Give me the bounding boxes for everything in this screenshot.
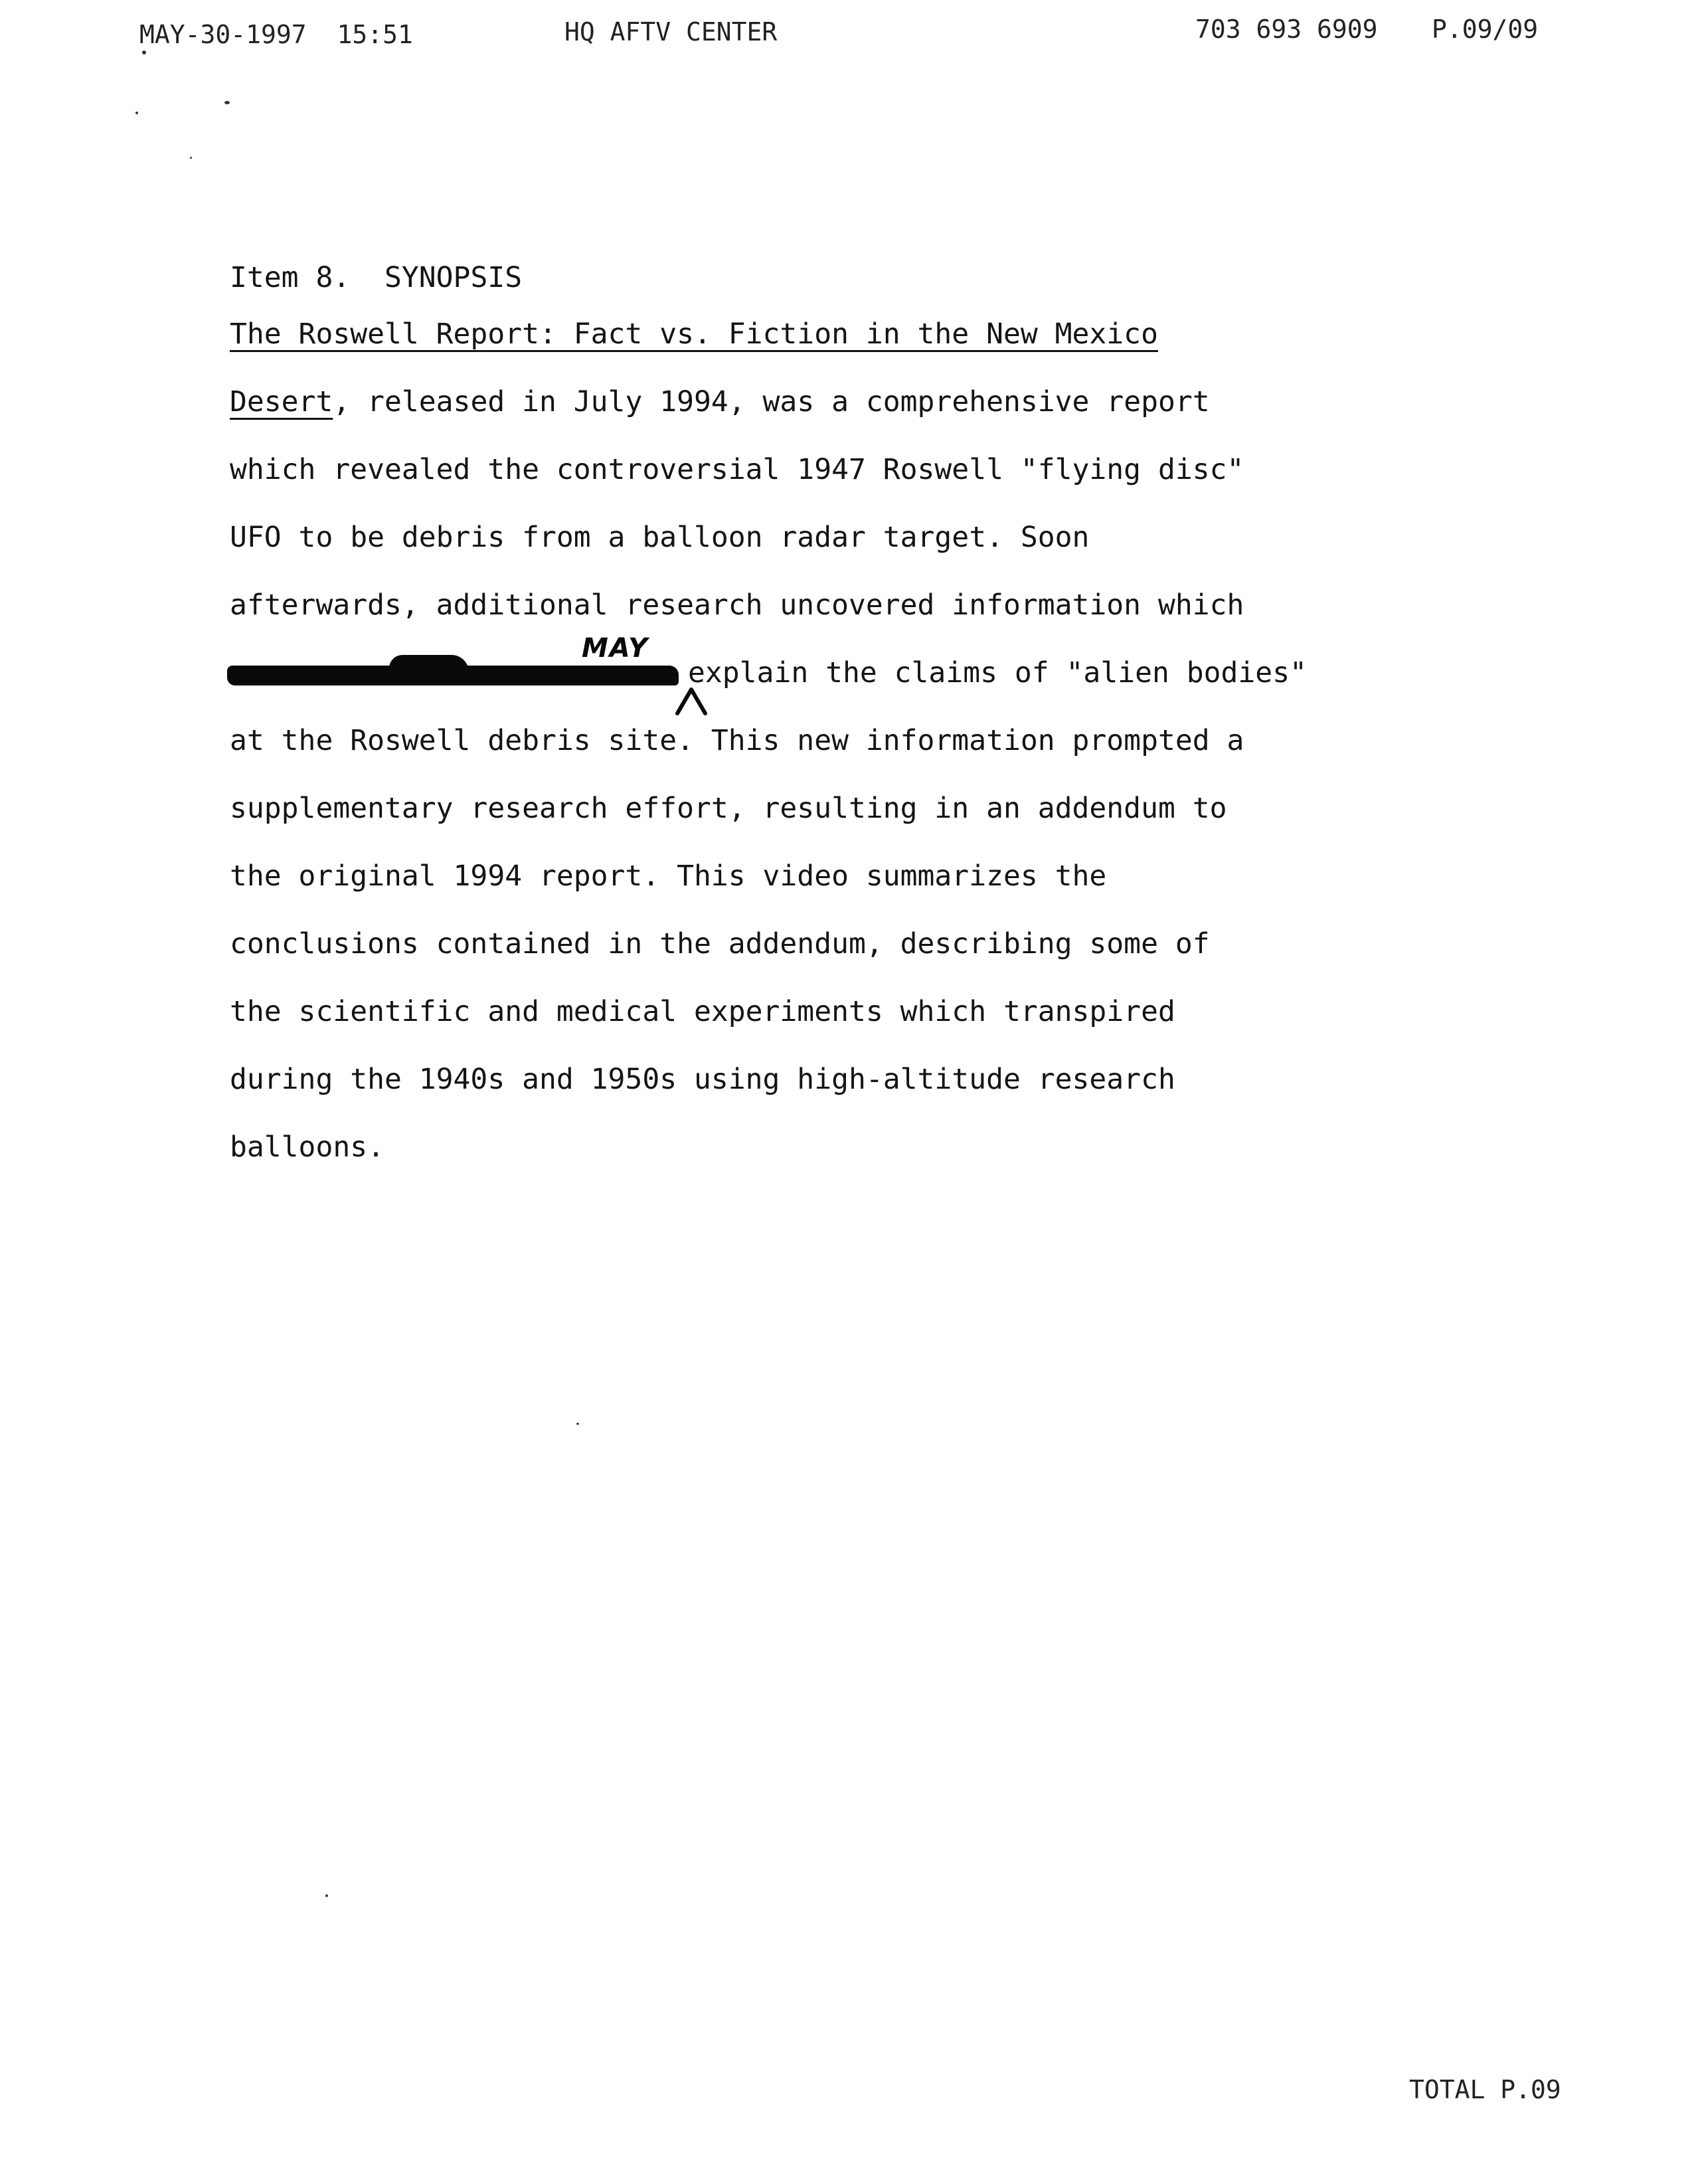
- scan-speck: [142, 50, 146, 54]
- scan-speck: [190, 157, 192, 159]
- text-line-7: at the Roswell debris site. This new information prompted a: [230, 724, 1244, 757]
- fax-page-number: P.09/09: [1432, 15, 1539, 44]
- fax-time: 15:51: [337, 20, 413, 49]
- scan-speck: [224, 101, 230, 104]
- text-line-9: the original 1994 report. This video summarizes the: [230, 860, 1107, 893]
- redaction-mark: [230, 633, 688, 707]
- text-line-6-rest: explain the claims of "alien bodies": [688, 656, 1307, 689]
- fax-date-value: MAY-30-1997: [139, 20, 307, 49]
- report-title: The Roswell Report: Fact vs. Fiction in the New Mexico: [230, 318, 1158, 351]
- text-line-6: [230, 633, 1491, 707]
- synopsis-body: [230, 255, 1491, 1181]
- text-line-2: [230, 368, 1491, 436]
- item-title: SYNOPSIS: [384, 261, 523, 294]
- text-line-3: which revealed the controversial 1947 Roswell "flying disc": [230, 453, 1244, 486]
- item-number: Item 8.: [230, 261, 351, 294]
- text-line-1: [230, 300, 1491, 368]
- text-line-4: UFO to be debris from a balloon radar target. Soon: [230, 521, 1090, 554]
- fax-total-pages: TOTAL P.09: [1409, 2075, 1561, 2104]
- text-line-2-rest: , released in July 1994, was a comprehensive report: [333, 385, 1210, 418]
- scan-speck: [135, 112, 138, 114]
- text-line-10: conclusions contained in the addendum, describing some of: [230, 927, 1210, 960]
- fax-sender: HQ AFTV CENTER: [564, 17, 778, 46]
- item-heading: [230, 255, 1491, 300]
- redaction-blot: [389, 655, 469, 684]
- text-line-8: supplementary research effort, resulting in an addendum to: [230, 792, 1227, 825]
- handwritten-insertion: MAY: [582, 633, 649, 664]
- fax-date: [139, 20, 413, 49]
- fax-header: [0, 15, 1692, 54]
- fax-phone: 703 693 6909: [1195, 15, 1378, 44]
- report-title-end: Desert: [230, 385, 333, 418]
- text-line-13: balloons.: [230, 1131, 384, 1164]
- text-line-12: during the 1940s and 1950s using high-altitude research: [230, 1063, 1175, 1096]
- text-line-5: afterwards, additional research uncovered information which: [230, 589, 1244, 622]
- text-line-11: the scientific and medical experiments which transpired: [230, 995, 1175, 1028]
- scan-speck: [325, 1894, 328, 1897]
- scan-speck: [576, 1423, 579, 1425]
